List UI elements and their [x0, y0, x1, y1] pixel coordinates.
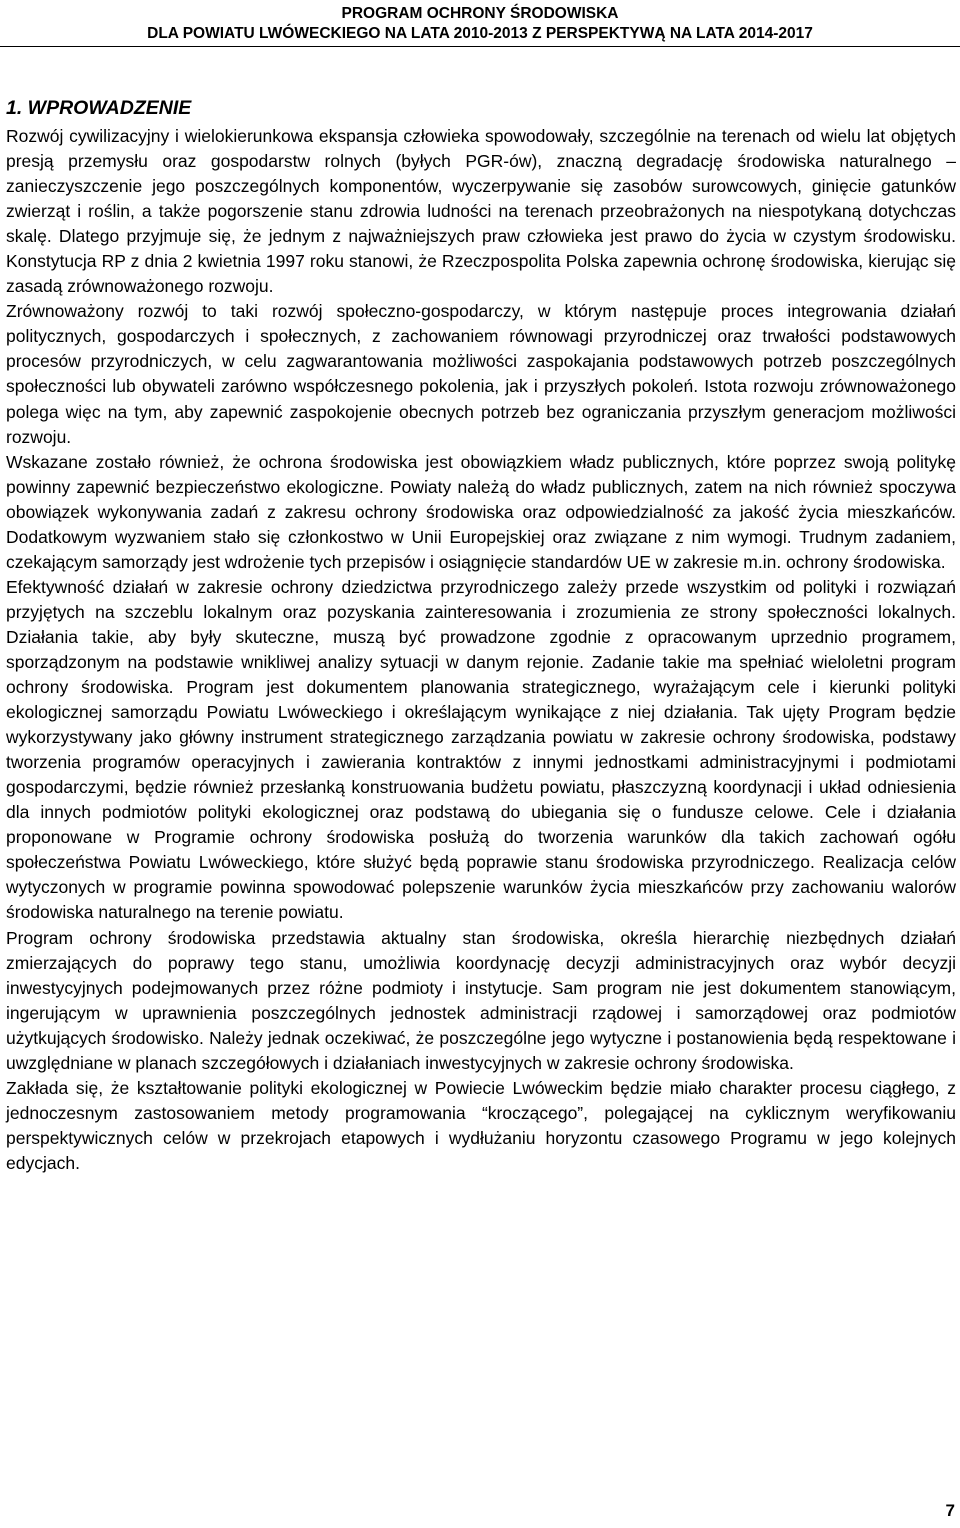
- paragraph: Zrównoważony rozwój to taki rozwój społeczno-gospodarczy, w którym następuje proces integrowania działań politycznych, gospodarczych i społecznych, z zachowaniem równowagi przyrodniczej oraz trwałości podstawowych procesów przyrodniczych, w celu zagwarantowania możliwości zaspokajania podstawowych potrzeb poszczególnych społeczności lub obywateli zarówno współczesnego pokolenia, jak i przyszłych pokoleń. Istota rozwoju zrównoważonego polega więc na tym, aby zapewnić zaspokojenie obecnych potrzeb bez ograniczania przyszłym generacjom możliwości rozwoju.: [6, 301, 956, 447]
- paragraph: Efektywność działań w zakresie ochrony dziedzictwa przyrodniczego zależy przede wszystkim od polityki i rozwiązań przyjętych na szczeblu lokalnym oraz pozyskania zainteresowania i zrozumienia ze strony społeczności lokalnych. Działania takie, aby były skuteczne, muszą być prowadzone zgodnie z opracowanym uprzednio programem, sporządzonym na podstawie wnikliwej analizy sytuacji w danym rejonie. Zadanie takie ma spełniać wieloletni program ochrony środowiska. Program jest dokumentem planowania strategicznego, wyrażającym cele i kierunki polityki ekologicznej samorządu Powiatu Lwóweckiego i określającym wynikające z niej działania. Tak ujęty Program będzie wykorzystywany jako główny instrument strategicznego zarządzania powiatu w zakresie ochrony środowiska, podstawy tworzenia programów operacyjnych i zawierania kontraktów z innymi jednostkami administracyjnymi i podmiotami gospodarczymi, będzie również przesłanką konstruowania budżetu powiatu, płaszczyzną koordynacji i układ odniesienia dla innych podmiotów polityki ekologicznej oraz podstawą do ubiegania się o fundusze celowe. Cele i działania proponowane w Programie ochrony środowiska posłużą do tworzenia warunków dla takich zachowań ogółu społeczeństwa Powiatu Lwóweckiego, które służyć będą poprawie stanu środowiska przyrodniczego. Realizacja celów wytyczonych w programie powinna spowodować polepszenie warunków życia mieszkańców przy zachowaniu walorów środowiska naturalnego na terenie powiatu.: [6, 576, 956, 923]
- paragraph: Program ochrony środowiska przedstawia aktualny stan środowiska, określa hierarchię niezbędnych działań zmierzających do poprawy tego stanu, umożliwia koordynację decyzji administracyjnych oraz wybór decyzji inwestycyjnych podejmowanych przez różne podmioty i instytucje. Sam program nie jest dokumentem stanowiącym, ingerującym w uprawnienia poszczególnych jednostek administracji rządowej i samorządowej oraz podmiotów użytkujących środowisko. Należy jednak oczekiwać, że poszczególne jego wytyczne i postanowienia będą respektowane i uwzględniane w planach szczegółowych i działaniach inwestycyjnych w zakresie ochrony środowiska.: [6, 927, 956, 1073]
- header-title-line-1: PROGRAM OCHRONY ŚRODOWISKA: [341, 5, 619, 22]
- page-number: 7: [945, 1501, 955, 1520]
- header-title-line-2: DLA POWIATU LWÓWECKIEGO NA LATA 2010-2013 Z PERSPEKTYWĄ NA LATA 2014-2017: [147, 25, 813, 42]
- document-body: [6, 124, 956, 1176]
- running-header: [0, 4, 960, 44]
- paragraph: Zakłada się, że kształtowanie polityki ekologicznej w Powiecie Lwóweckim będzie miało charakter procesu ciągłego, z jednoczesnym zastosowaniem metody programowania “kroczącego”, polegającej na cyklicznym weryfikowaniu perspektywicznych celów w przekrojach etapowych i wydłużaniu horyzontu czasowego Programu w jego kolejnych edycjach.: [6, 1077, 956, 1173]
- paragraph: Rozwój cywilizacyjny i wielokierunkowa ekspansja człowieka spowodowały, szczególnie na terenach od wielu lat objętych presją przemysłu oraz gospodarstw rolnych (byłych PGR-ów), znaczną degradację środowiska naturalnego – zanieczyszczenie jego poszczególnych komponentów, wyczerpywanie się zasobów surowcowych, ginięcie gatunków zwierząt i roślin, a także pogorszenie stanu zdrowia ludności na terenach przeobrażonych na niespotykaną dotychczas skalę. Dlatego przyjmuje się, że jednym z najważniejszych praw człowieka jest prawo do życia w czystym środowisku. Konstytucja RP z dnia 2 kwietnia 1997 roku stanowi, że Rzeczpospolita Polska zapewnia ochronę środowiska, kierując się zasadą zrównoważonego rozwoju.: [6, 126, 956, 297]
- header-divider: [0, 46, 960, 47]
- paragraph: Wskazane zostało również, że ochrona środowiska jest obowiązkiem władz publicznych, które poprzez swoją politykę powinny zapewnić bezpieczeństwo ekologiczne. Powiaty należą do władz publicznych, zatem na nich również spoczywa obowiązek wykonywania zadań z zakresu ochrony środowiska oraz odpowiedzialność za jakość życia mieszkańców. Dodatkowym wyzwaniem stało się członkostwo w Unii Europejskiej oraz związane z nim wymogi. Trudnym zadaniem, czekającym samorządy jest wdrożenie tych przepisów i osiągnięcie standardów UE w zakresie m.in. ochrony środowiska.: [6, 451, 956, 572]
- section-title: 1. WPROWADZENIE: [6, 97, 192, 119]
